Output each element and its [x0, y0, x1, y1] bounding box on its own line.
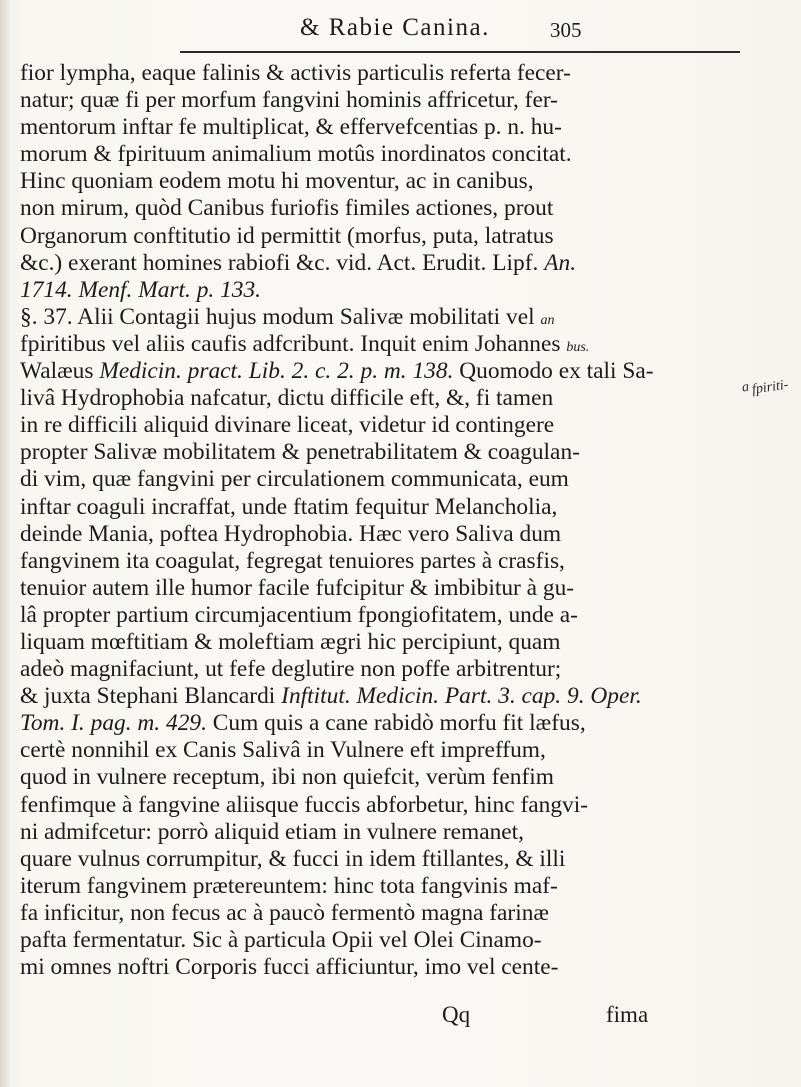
margin-note-a: a	[740, 379, 750, 396]
text-line: &c.) exerant homines rabiofi &c. vid. Act. Erudit. Lipf. An.	[20, 249, 577, 276]
text-line: Hinc quoniam eodem motu hi moventur, ac in canibus,	[20, 168, 534, 195]
text-line: Organorum conftitutio id permittit (morfus, puta, latratus	[20, 222, 554, 249]
text-line: morum & fpirituum animalium motûs inordinatos concitat.	[20, 141, 572, 168]
text-line: natur; quæ fi per morfum fangvini hominis affricetur, fer-	[20, 87, 558, 114]
signature-mark: Qq	[442, 1002, 471, 1027]
text-line: fenfimque à fangvine aliisque fuccis abforbetur, hinc fangvi-	[20, 791, 589, 818]
text-line: 1714. Menf. Mart. p. 133.	[20, 276, 262, 303]
text-line: in re difficili aliquid divinare liceat, videtur id contingere	[20, 412, 555, 439]
header-rule	[180, 51, 740, 53]
text-line: deinde Mania, poftea Hydrophobia. Hæc vero Saliva dum	[20, 520, 562, 547]
text-line: livâ Hydrophobia nafcatur, dictu difficile eft, &, fi tamen	[20, 385, 554, 412]
catchword: fima	[606, 1002, 649, 1027]
body-text	[20, 60, 740, 981]
page-header	[300, 8, 740, 48]
text-line: quod in vulnere receptum, ibi non quiefcit, verùm fenfim	[20, 764, 554, 791]
text-line: fa inficitur, non fecus ac à paucò fermentò magna farinæ	[20, 899, 550, 926]
text-line: fior lympha, eaque falinis & activis particulis referta fecer-	[20, 60, 571, 86]
text-line: fangvinem ita coagulat, fegregat tenuiores partes à crasfis,	[20, 547, 565, 574]
text-line: & juxta Stephani Blancardi Inftitut. Medicin. Part. 3. cap. 9. Oper.	[20, 683, 642, 710]
text-line: pafta fermentatur. Sic à particula Opii vel Olei Cinamo-	[20, 927, 542, 953]
text-line: mi omnes noftri Corporis fucci afficiuntur, imo vel cente-	[20, 954, 559, 981]
text-line: propter Salivæ mobilitatem & penetrabilitatem & coagulan-	[20, 439, 580, 466]
text-line: di vim, quæ fangvini per circulationem communicata, eum	[20, 466, 569, 493]
text-line: inftar coaguli incraffat, unde ftatim fequitur Melancholia,	[20, 493, 558, 520]
text-line: adeò magnifaciunt, ut fefe deglutire non poffe arbitrentur;	[20, 656, 562, 683]
text-line: Walæus Medicin. pract. Lib. 2. c. 2. p. m. 138. Quomodo ex tali Sa-	[20, 358, 654, 385]
text-line: certè nonnihil ex Canis Salivâ in Vulnere eft impreffum,	[20, 737, 546, 764]
page-gutter-shadow	[0, 0, 10, 1087]
text-line: Tom. I. pag. m. 429. Cum quis a cane rabidò morfu fit læfus,	[20, 710, 586, 737]
text-line: quare vulnus corrumpitur, & fucci in idem ftillantes, & illi	[20, 845, 566, 872]
text-line: lâ propter partium circumjacentium fpongiofitatem, unde a-	[20, 601, 578, 628]
page-footer	[0, 1000, 801, 1040]
text-line: liquam mœftitiam & moleftiam ægri hic percipiunt, quam	[20, 628, 561, 655]
running-title: & Rabie Canina.	[300, 14, 490, 41]
text-line: fpiritibus vel aliis caufis adfcribunt. Inquit enim Johannes bus.	[20, 330, 590, 357]
text-line: §. 37. Alii Contagii hujus modum Salivæ mobilitati vel an	[20, 303, 555, 330]
text-line: ni admifcetur: porrò aliquid etiam in vulnere remanet,	[20, 818, 525, 845]
margin-note-spiriti: fpiriti-	[751, 377, 790, 398]
text-line: tenuior autem ille humor facile fufcipitur & imbibitur à gu-	[20, 574, 575, 601]
text-line: mentorum inftar fe multiplicat, & effervefcentias p. n. hu-	[20, 114, 562, 141]
text-line: non mirum, quòd Canibus furiofis fimiles actiones, prout	[20, 195, 554, 222]
text-line: iterum fangvinem prætereuntem: hinc tota fangvinis maf-	[20, 872, 558, 899]
page-number: 305	[550, 18, 582, 42]
